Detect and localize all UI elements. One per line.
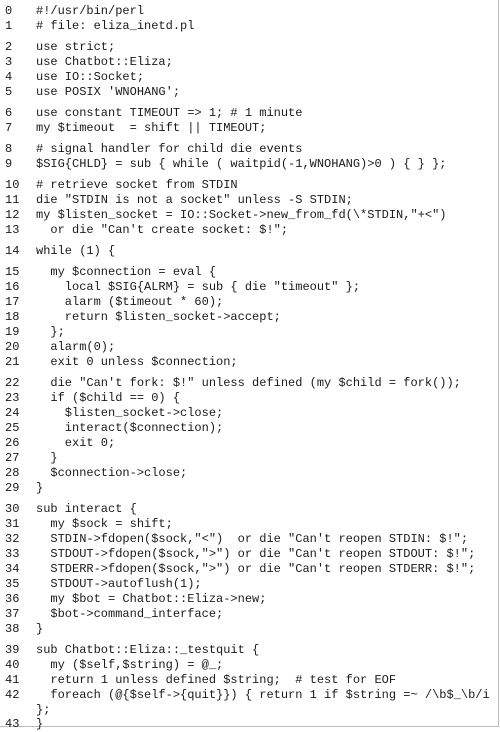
line-number: 19 <box>5 325 20 339</box>
line-number: 25 <box>5 421 20 435</box>
line-number: 9 <box>5 157 13 171</box>
line-number: 11 <box>5 193 20 207</box>
line-code: $bot->command_interface; <box>36 607 224 621</box>
line-code: }; <box>36 703 51 717</box>
line-number: 2 <box>5 40 13 54</box>
code-line <box>0 376 498 391</box>
line-code: $SIG{CHLD} = sub { while ( waitpid(-1,WNOHANG)>0 ) { } }; <box>36 157 447 171</box>
line-number: 30 <box>5 502 20 516</box>
line-code: alarm ($timeout * 60); <box>36 295 224 309</box>
code-line <box>0 355 498 370</box>
line-code: use POSIX 'WNOHANG'; <box>36 85 181 99</box>
code-line <box>0 562 498 577</box>
code-line <box>0 121 498 136</box>
line-number: 28 <box>5 466 20 480</box>
line-code: STDIN->fdopen($sock,"<") or die "Can't reopen STDIN: $!"; <box>36 532 469 546</box>
line-number: 6 <box>5 106 13 120</box>
line-code: sub Chatbot::Eliza::_testquit { <box>36 643 260 657</box>
line-code: # retrieve socket from STDIN <box>36 178 238 192</box>
code-line <box>0 592 498 607</box>
code-line <box>0 280 498 295</box>
line-code: # signal handler for child die events <box>36 142 303 156</box>
code-line <box>0 466 498 481</box>
code-line <box>0 517 498 532</box>
code-line <box>0 451 498 466</box>
line-code: } <box>36 622 44 636</box>
code-line <box>0 607 498 622</box>
code-line <box>0 142 498 157</box>
code-line <box>0 106 498 121</box>
code-line <box>0 622 498 637</box>
line-number: 40 <box>5 658 20 672</box>
code-line <box>0 178 498 193</box>
line-code: die "Can't fork: $!" unless defined (my $child = fork()); <box>36 376 461 390</box>
code-line <box>0 85 498 100</box>
line-number: 33 <box>5 547 20 561</box>
line-number: 13 <box>5 223 20 237</box>
line-code: foreach (@{$self->{quit}}) { return 1 if $string =~ /\b$_\b/i <box>36 688 490 702</box>
code-line <box>0 673 498 688</box>
line-code: local $SIG{ALRM} = sub { die "timeout" }; <box>36 280 361 294</box>
code-line <box>0 547 498 562</box>
line-number: 34 <box>5 562 20 576</box>
line-code: } <box>36 451 58 465</box>
line-code: die "STDIN is not a socket" unless -S STDIN; <box>36 193 353 207</box>
line-code: #!/usr/bin/perl <box>36 4 145 18</box>
code-line <box>0 421 498 436</box>
line-number: 15 <box>5 265 20 279</box>
line-code: } <box>36 717 44 731</box>
code-line <box>0 19 498 34</box>
line-code: use constant TIMEOUT => 1; # 1 minute <box>36 106 303 120</box>
line-code: my $connection = eval { <box>36 265 217 279</box>
code-line <box>0 481 498 496</box>
line-code: # file: eliza_inetd.pl <box>36 19 195 33</box>
code-line <box>0 40 498 55</box>
code-line <box>0 325 498 340</box>
line-code: use Chatbot::Eliza; <box>36 55 173 69</box>
line-number: 37 <box>5 607 20 621</box>
line-code: use strict; <box>36 40 116 54</box>
line-code: $connection->close; <box>36 466 188 480</box>
line-number: 24 <box>5 406 20 420</box>
code-line <box>0 717 498 732</box>
code-line <box>0 223 498 238</box>
code-line <box>0 55 498 70</box>
code-line <box>0 703 498 717</box>
line-number: 27 <box>5 451 20 465</box>
line-number: 41 <box>5 673 20 687</box>
line-code: my $sock = shift; <box>36 517 173 531</box>
code-line <box>0 4 498 19</box>
line-code: my $listen_socket = IO::Socket->new_from_fd(\*STDIN,"+<") <box>36 208 447 222</box>
line-number: 22 <box>5 376 20 390</box>
code-line <box>0 577 498 592</box>
line-number: 35 <box>5 577 20 591</box>
line-code: my $bot = Chatbot::Eliza->new; <box>36 592 267 606</box>
code-line <box>0 157 498 172</box>
line-number: 43 <box>5 717 20 731</box>
line-number: 31 <box>5 517 20 531</box>
line-code: } <box>36 481 44 495</box>
line-code: while (1) { <box>36 244 116 258</box>
code-line <box>0 244 498 259</box>
code-line <box>0 340 498 355</box>
line-number: 26 <box>5 436 20 450</box>
code-line <box>0 532 498 547</box>
code-line <box>0 193 498 208</box>
line-number: 10 <box>5 178 20 192</box>
line-code: return $listen_socket->accept; <box>36 310 281 324</box>
line-number: 5 <box>5 85 13 99</box>
line-number: 17 <box>5 295 20 309</box>
line-number: 29 <box>5 481 20 495</box>
line-code: exit 0 unless $connection; <box>36 355 238 369</box>
line-code: $listen_socket->close; <box>36 406 224 420</box>
line-code: interact($connection); <box>36 421 224 435</box>
code-line <box>0 310 498 325</box>
line-number <box>0 703 36 717</box>
line-number: 20 <box>5 340 20 354</box>
line-code: use IO::Socket; <box>36 70 145 84</box>
line-code: }; <box>36 325 65 339</box>
line-number: 21 <box>5 355 20 369</box>
line-code: return 1 unless defined $string; # test for EOF <box>36 673 397 687</box>
code-line <box>0 406 498 421</box>
code-line <box>0 391 498 406</box>
code-line <box>0 643 498 658</box>
line-number: 8 <box>5 142 13 156</box>
line-number: 23 <box>5 391 20 405</box>
line-number: 38 <box>5 622 20 636</box>
line-code: STDERR->fdopen($sock,">") or die "Can't reopen STDERR: $!"; <box>36 562 476 576</box>
line-code: if ($child == 0) { <box>36 391 181 405</box>
line-number: 1 <box>5 19 13 33</box>
line-number: 16 <box>5 280 20 294</box>
line-code: my $timeout = shift || TIMEOUT; <box>36 121 267 135</box>
line-number: 12 <box>5 208 20 222</box>
line-number: 32 <box>5 532 20 546</box>
line-number: 7 <box>5 121 13 135</box>
line-number: 18 <box>5 310 20 324</box>
line-code: STDOUT->fdopen($sock,">") or die "Can't reopen STDOUT: $!"; <box>36 547 476 561</box>
code-line <box>0 688 498 703</box>
line-code: or die "Can't create socket: $!"; <box>36 223 289 237</box>
line-code: alarm(0); <box>36 340 116 354</box>
code-line <box>0 502 498 517</box>
line-number: 39 <box>5 643 20 657</box>
code-line <box>0 436 498 451</box>
line-number: 4 <box>5 70 13 84</box>
line-number: 42 <box>5 688 20 702</box>
code-line <box>0 70 498 85</box>
line-number: 0 <box>5 4 13 18</box>
line-code: exit 0; <box>36 436 116 450</box>
line-code: sub interact { <box>36 502 137 516</box>
line-code: my ($self,$string) = @_; <box>36 658 224 672</box>
line-code: STDOUT->autoflush(1); <box>36 577 202 591</box>
code-line <box>0 208 498 223</box>
line-number: 14 <box>5 244 20 258</box>
line-number: 3 <box>5 55 13 69</box>
line-number: 36 <box>5 592 20 606</box>
code-line <box>0 265 498 280</box>
code-line <box>0 295 498 310</box>
code-line <box>0 658 498 673</box>
